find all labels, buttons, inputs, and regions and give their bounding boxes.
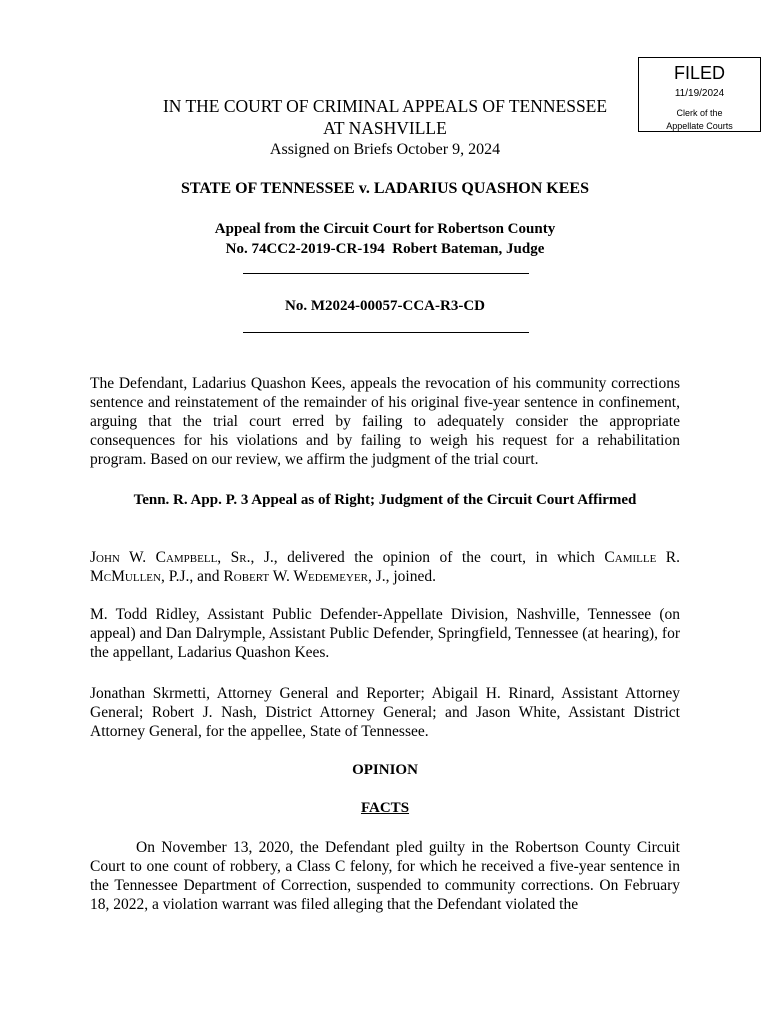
facts-paragraph: On November 13, 2020, the Defendant pled guilty in the Robertson County Circuit Court to one count of robbery, a Class C felony, for which he received a five-year sentence in the Tennessee Department of Correction, suspended to community corrections. On February 18, 2022, a violation warrant was filed alleging that the Defendant violated the — [90, 839, 680, 913]
disposition-line: Tenn. R. App. P. 3 Appeal as of Right; Judgment of the Circuit Court Affirmed — [133, 492, 637, 508]
docket-number: No. M2024-00057-CCA-R3-CD — [285, 298, 485, 314]
case-summary: The Defendant, Ladarius Quashon Kees, appeals the revocation of his community corrections sentence and reinstatement of the remainder of his original five-year sentence in confinement, arguing that the trial court erred by failing to adequately consider the appropriate consequences for his violations and by failing to weigh his request for a rehabilitation program. Based on our review, we affirm the judgment of the trial court. — [90, 375, 680, 468]
divider-rule — [243, 332, 529, 333]
lower-court-number: No. 74CC2-2019-CR-194 Robert Bateman, Judge — [225, 241, 545, 257]
opinion-heading: OPINION — [352, 762, 418, 778]
counsel-appellee: Jonathan Skrmetti, Attorney General and Reporter; Abigail H. Rinard, Assistant Attorney General; Robert J. Nash, District Attorney General; and Jason White, Assistant District Attorney General, for the appellee, State of Tennessee. — [90, 685, 680, 740]
filed-stamp — [638, 57, 761, 132]
authorship-paragraph — [90, 548, 680, 586]
stamp-courts-line: Appellate Courts — [666, 121, 733, 131]
counsel-appellant: M. Todd Ridley, Assistant Public Defender-Appellate Division, Nashville, Tennessee (on appeal) and Dan Dalrymple, Assistant Public Defender, Springfield, Tennessee (at hearing), for the appellant, Ladarius Quashon Kees. — [90, 606, 680, 661]
authorship-text: , J., joined. — [367, 568, 436, 585]
facts-heading: FACTS — [360, 800, 410, 816]
joining-judge: Robert W. Wedemeyer — [223, 568, 368, 585]
authoring-judge: John W. Campbell, Sr., J. — [90, 549, 274, 566]
case-title: STATE OF TENNESSEE v. LADARIUS QUASHON KEES — [181, 180, 589, 197]
authorship-text: , delivered the opinion of the court, in which — [273, 549, 605, 566]
stamp-date: 11/19/2024 — [674, 88, 725, 99]
stamp-title: FILED — [673, 63, 725, 83]
divider-rule — [243, 273, 529, 274]
assigned-date: Assigned on Briefs October 9, 2024 — [269, 141, 501, 158]
authorship-text: , P.J., and — [160, 568, 224, 585]
joining-judge: Camille R. McMullen — [90, 549, 680, 585]
court-location: AT NASHVILLE — [323, 118, 447, 138]
court-name: IN THE COURT OF CRIMINAL APPEALS OF TENNESSEE — [162, 96, 608, 116]
appeal-from: Appeal from the Circuit Court for Robertson County — [214, 221, 556, 237]
stamp-clerk-line: Clerk of the — [676, 108, 723, 118]
